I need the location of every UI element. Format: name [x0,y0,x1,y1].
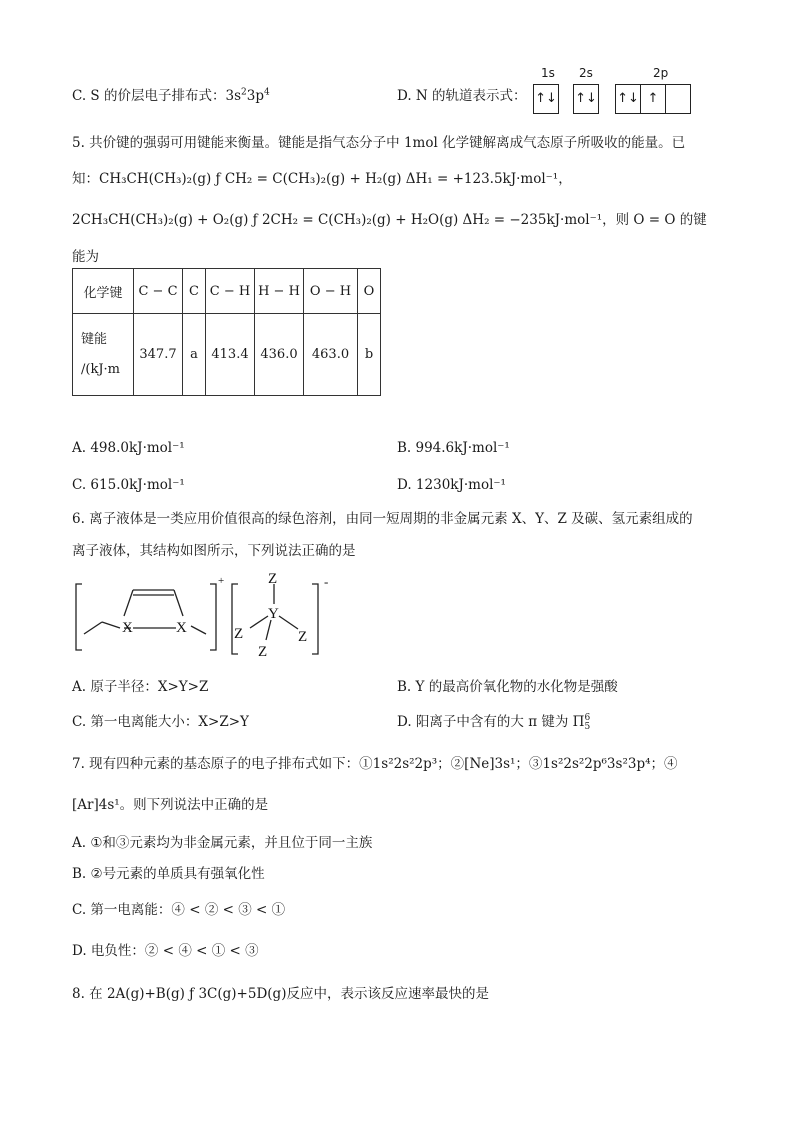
orbital-box-2p-3 [665,84,691,114]
row-label-line2: /(kJ·m [81,361,120,377]
anion-left-bracket [232,584,238,654]
table-header-cell: O − H [304,269,358,314]
q7-option-c: C. 第一电离能：④ < ② < ③ < ① [72,902,286,918]
q5-stem-line1: 5. 共价键的强弱可用键能来衡量。键能是指气态分子中 1mol 化学键解离成气态原子所吸收的能量。已 [72,135,686,151]
q6-option-b: B. Y 的最高价氧化物的水化物是强酸 [397,679,618,695]
orbital-label-1s: 1s [541,66,555,80]
table-header-cell: 化学键 [73,269,134,314]
q8-stem: 8. 在 2A(g)+B(g) ƒ 3C(g)+5D(g)反应中，表示该反应速率最快的是 [72,986,489,1002]
yz-bond-bottom [266,620,271,640]
q5-stem-line4: 能为 [72,249,99,265]
q5-option-a: A. 498.0kJ·mol⁻¹ [72,440,185,456]
atom-z-left: Z [234,626,244,642]
orbital-label-2s: 2s [579,66,593,80]
q6-stem-line1: 6. 离子液体是一类应用价值很高的绿色溶剂，由同一短周期的非金属元素 X、Y、Z 及碳、氢元素组成的 [72,511,693,527]
atom-x-right: X [176,620,187,636]
q4-option-d: D. N 的轨道表示式： [397,88,527,104]
q5-option-d: D. 1230kJ·mol⁻¹ [397,477,506,493]
bond-energy-table [72,268,381,396]
q6-option-c: C. 第一电离能大小：X>Z>Y [72,714,249,730]
anion-charge: - [324,574,329,589]
atom-z-top: Z [268,571,278,587]
orbital-box-1s: ↑↓ [533,84,559,114]
table-header-cell: C − C [134,269,183,314]
q7-option-b: B. ②号元素的单质具有强氧化性 [72,866,265,882]
table-header-row [73,269,381,314]
table-header-cell: C − H [206,269,255,314]
ionic-liquid-structure [70,566,340,666]
table-cell: 463.0 [304,314,358,396]
q6-option-d: D. 阳离子中含有的大 π 键为 Π 6 5 [397,712,591,732]
table-header-cell: O [358,269,381,314]
table-cell: b [358,314,381,396]
table-cell: 436.0 [255,314,304,396]
q5-option-b: B. 994.6kJ·mol⁻¹ [397,440,510,456]
table-cell: a [183,314,206,396]
cation-charge: + [218,575,225,587]
ring-right-bond [174,590,183,616]
table-cell: 347.7 [134,314,183,396]
q6-option-a: A. 原子半径：X>Y>Z [72,679,209,695]
cation-left-bracket [76,584,82,650]
q6-stem-line2: 离子液体，其结构如图所示，下列说法正确的是 [72,543,356,559]
ring-left-bond [124,590,133,616]
table-header-cell: H − H [255,269,304,314]
row-label-line1: 键能 [81,331,108,347]
q5-option-c: C. 615.0kJ·mol⁻¹ [72,477,185,493]
q7-option-d: D. 电负性：② < ④ < ① < ③ [72,943,259,959]
q7-stem-line1: 7. 现有四种元素的基态原子的电子排布式如下：①1s²2s²2p³；②[Ne]3s¹；③1s²2s²2p⁶3s²3p⁴；④ [72,756,678,772]
anion-right-bracket [312,584,318,654]
ethyl-bond-1 [102,622,120,628]
table-cell: 413.4 [206,314,255,396]
q5-equation-2: 2CH₃CH(CH₃)₂(g) + O₂(g) ƒ 2CH₂ = C(CH₃)₂(g) + H₂O(g) ΔH₂ = −235kJ·mol⁻¹，则 O = O 的键 [72,212,707,228]
ethyl-bond-2 [84,622,102,634]
q7-option-a: A. ①和③元素均为非金属元素，并且位于同一主族 [72,835,373,851]
atom-y: Y [268,606,279,622]
q7-stem-line2: [Ar]4s¹。则下列说法中正确的是 [72,797,269,813]
atom-z-bottom: Z [258,644,268,660]
orbital-box-2p-1: ↑↓ [615,84,641,114]
orbital-label-2p: 2p [653,66,669,80]
cation-right-bracket [210,584,216,650]
yz-bond-right [279,616,298,629]
atom-z-right: Z [298,629,308,645]
yz-bond-left [250,616,268,628]
table-row-label [73,314,134,396]
table-row [73,314,381,396]
q5-equation-1: 知：CH₃CH(CH₃)₂(g) ƒ CH₂ = C(CH₃)₂(g) + H₂(g) ΔH₁ = +123.5kJ·mol⁻¹， [72,171,572,187]
orbital-box-2p-2: ↑ [640,84,666,114]
methyl-bond [191,626,206,634]
orbital-box-2s: ↑↓ [573,84,599,114]
orbital-diagram [533,66,703,118]
atom-x-left: X [122,620,133,636]
q4-option-c: C. S 的价层电子排布式：$3s^23p^4$ [72,87,270,104]
table-header-cell: C [183,269,206,314]
